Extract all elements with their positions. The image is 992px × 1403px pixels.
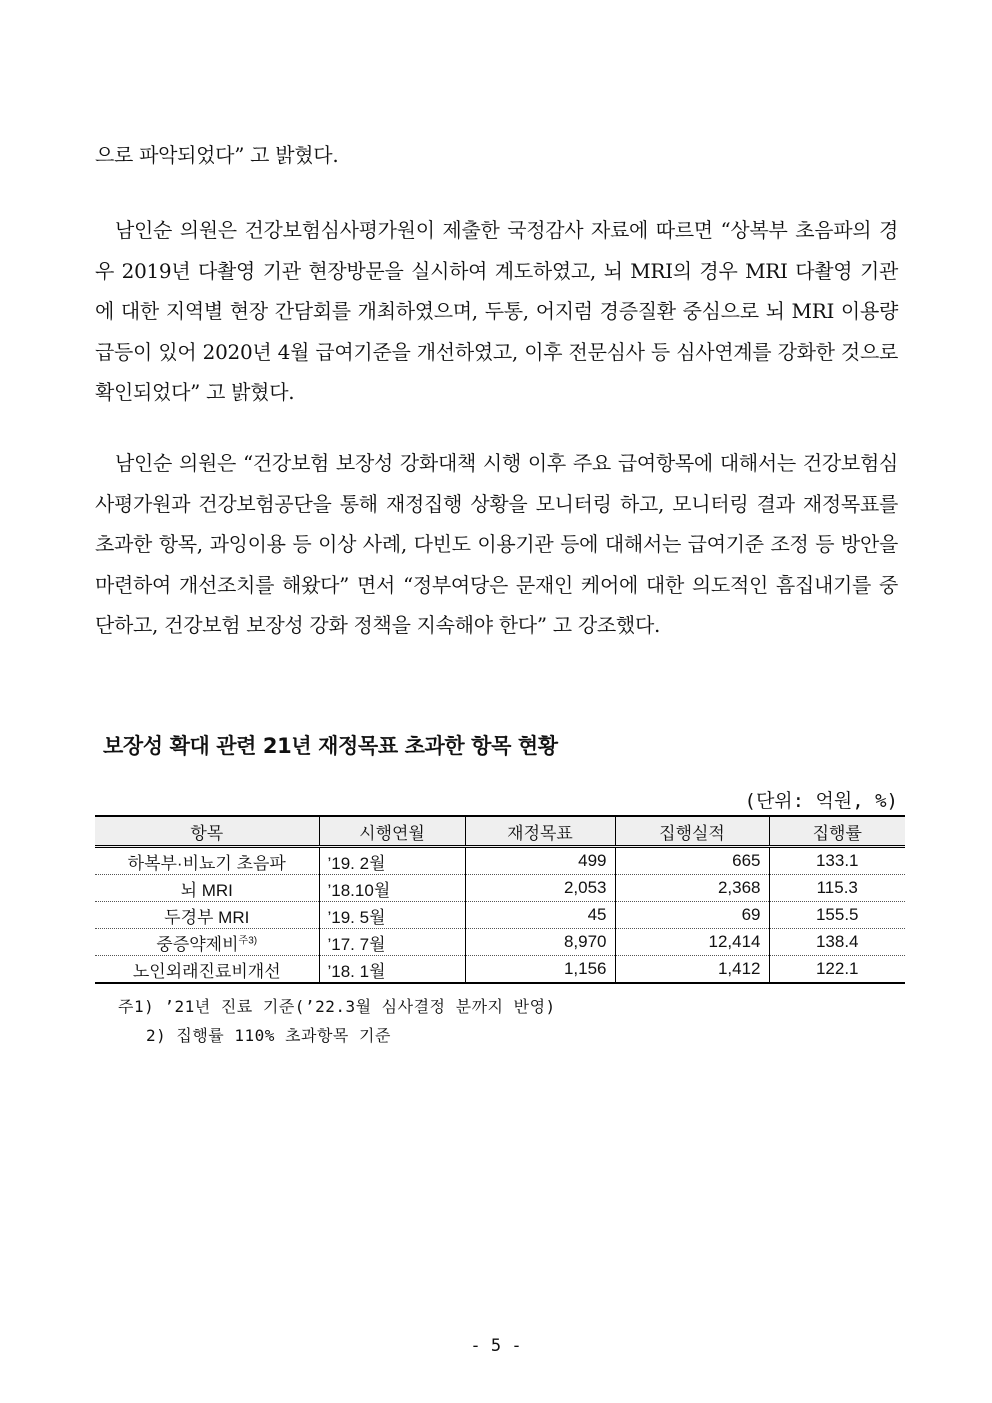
- cell-actual: 1,412: [615, 956, 769, 984]
- table-row: [95, 902, 905, 929]
- cell-actual: 2,368: [615, 875, 769, 902]
- paragraph-monitoring-statement: 남인순 의원은 “건강보험 보장성 강화대책 시행 이후 주요 급여항목에 대해서는 건강보험심사평가원과 건강보험공단을 통해 재정집행 상황을 모니터링 하고, 모니터링 결과 재정목표를 초과한 항목, 과잉이용 등 이상 사례, 다빈도 이용기관 등에 대해서는 급여기준 조정 등 방안을 마련하여 개선조치를 해왔다” 면서 “정부여당은 문재인 케어에 대한 의도적인 흠집내기를 중단하고, 건강보험 보장성 강화 정책을 지속해야 한다” 고 강조했다.: [95, 451, 898, 637]
- table-row: [95, 875, 905, 902]
- table-row: [95, 929, 905, 956]
- cell-actual: 665: [615, 847, 769, 875]
- table-row: [95, 956, 905, 984]
- cell-date: ’19. 2월: [319, 847, 465, 875]
- paragraph-review-measures: 남인순 의원은 건강보험심사평가원이 제출한 국정감사 자료에 따르면 “상복부 초음파의 경우 2019년 다촬영 기관 현장방문을 실시하여 계도하였고, 뇌 MRI의 경우 MRI 다촬영 기관에 대한 지역별 현장 간담회를 개최하였으며, 두통, 어지럼 경증질환 중심으로 뇌 MRI 이용량 급등이 있어 2020년 4월 급여기준을 개선하였고, 이후 전문심사 등 심사연계를 강화한 것으로 확인되었다” 고 밝혔다.: [95, 218, 898, 404]
- cell-rate: 122.1: [769, 956, 905, 984]
- cell-item: 두경부 MRI: [95, 902, 319, 929]
- cell-date: ’18. 1월: [319, 956, 465, 984]
- cell-rate: 138.4: [769, 929, 905, 956]
- table-row: [95, 847, 905, 875]
- cell-date: ’18.10월: [319, 875, 465, 902]
- cell-target: 2,053: [465, 875, 615, 902]
- footnote-2: 2) 집행률 110% 초과항목 기준: [146, 1026, 391, 1045]
- header-date: 시행연월: [319, 816, 465, 847]
- page-number: - 5 -: [470, 1336, 522, 1356]
- cell-actual: 12,414: [615, 929, 769, 956]
- cell-actual: 69: [615, 902, 769, 929]
- paragraph-continuation: 으로 파악되었다” 고 밝혔다.: [95, 143, 339, 167]
- cell-item: 하복부·비뇨기 초음파: [95, 847, 319, 875]
- table-unit-label: (단위: 억원, %): [744, 790, 898, 812]
- cell-item: 중증약제비$^{주3)}$: [95, 929, 319, 956]
- header-rate: 집행률: [769, 816, 905, 847]
- footnote-marker: 주3): [238, 934, 258, 946]
- cell-date: ’17. 7월: [319, 929, 465, 956]
- budget-items-table: [95, 815, 905, 984]
- cell-rate: 115.3: [769, 875, 905, 902]
- footnote-1: 주1) ’21년 진료 기준(’22.3월 심사결정 분까지 반영): [118, 997, 556, 1016]
- header-actual: 집행실적: [615, 816, 769, 847]
- cell-target: 8,970: [465, 929, 615, 956]
- table-title: 보장성 확대 관련 21년 재정목표 초과한 항목 현황: [103, 734, 558, 758]
- cell-date: ’19. 5월: [319, 902, 465, 929]
- cell-target: 45: [465, 902, 615, 929]
- cell-rate: 133.1: [769, 847, 905, 875]
- cell-rate: 155.5: [769, 902, 905, 929]
- header-item: 항목: [95, 816, 319, 847]
- table-header-row: [95, 816, 905, 847]
- cell-item: 뇌 MRI: [95, 875, 319, 902]
- cell-target: 1,156: [465, 956, 615, 984]
- cell-target: 499: [465, 847, 615, 875]
- header-target: 재정목표: [465, 816, 615, 847]
- cell-item: 노인외래진료비개선: [95, 956, 319, 984]
- table-footnotes: [118, 992, 556, 1050]
